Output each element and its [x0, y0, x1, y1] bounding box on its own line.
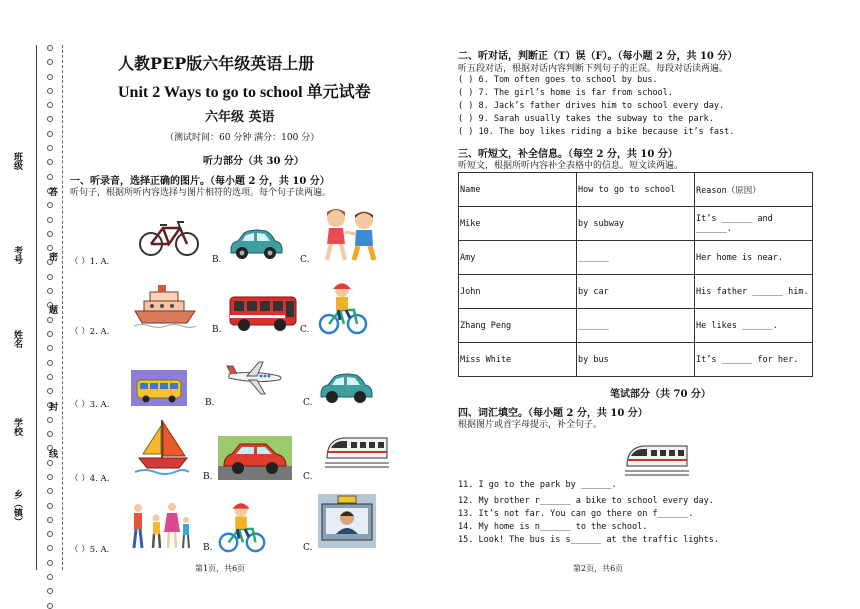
- fill-item-11: 11. I go to the park by ______.: [458, 480, 617, 490]
- question-5-label: （ ）5. A.: [70, 545, 110, 555]
- question-3-label: （ ）3. A.: [70, 400, 110, 410]
- tf-item-8: ( ) 8. Jack’s father drives him to school every day.: [458, 101, 725, 111]
- table-header-name: Name: [459, 173, 577, 207]
- binding-line-outer: [36, 45, 37, 570]
- section1-title: 一、听录音，选择正确的图片。（每小题 2 分，共 10 分）: [70, 176, 330, 187]
- tf-item-6: ( ) 6. Tom often goes to school by bus.: [458, 75, 658, 85]
- section1-instructions: 听句子，根据所听内容选择与图片相符的选项。每个句子读两遍。: [70, 188, 332, 198]
- section4-instructions: 根据图片或首字母提示，补全句子。: [458, 420, 603, 430]
- table-cell: He likes ______.: [695, 309, 813, 343]
- table-row: [459, 275, 813, 309]
- town-label: 乡（镇）: [12, 490, 22, 526]
- answer-char-5: 线: [49, 450, 59, 460]
- table-cell: by subway: [577, 207, 695, 241]
- table-cell: by car: [577, 275, 695, 309]
- table-cell: by bus: [577, 343, 695, 377]
- fill-item-14: 14. My home is n______ to the school.: [458, 522, 648, 532]
- table-cell: ______: [577, 309, 695, 343]
- answer-char-2: 密: [49, 253, 59, 263]
- bus-icon: [131, 370, 187, 406]
- question-1-option-b: B.: [212, 255, 222, 265]
- section2-instructions: 听五段对话，根据对话内容判断下列句子的正误。每段对话读两遍。: [458, 64, 729, 74]
- train-icon: [625, 440, 689, 478]
- table-row: [459, 241, 813, 275]
- question-4-option-b: B.: [203, 472, 213, 482]
- question-5-option-b: B.: [203, 543, 213, 553]
- question-3-option-c: C.: [303, 398, 313, 408]
- bus-icon: [228, 293, 298, 333]
- walking-kids-icon: [318, 206, 382, 264]
- table-cell: It’s ______ for her.: [695, 343, 813, 377]
- plane-icon: [225, 360, 285, 396]
- question-2-option-c: C.: [300, 325, 310, 335]
- class-label: 班级: [12, 152, 22, 170]
- fill-item-15: 15. Look! The bus is s______ at the traffic lights.: [458, 535, 719, 545]
- boy-on-bike-icon: [318, 280, 368, 336]
- taxi-driver-icon: [318, 494, 376, 548]
- ship-icon: [132, 283, 198, 329]
- test-info: （测试时间：60 分钟 满分：100 分）: [165, 133, 320, 143]
- answer-char-3: 题: [49, 306, 59, 316]
- table-header-reason: Reason（原因）: [695, 173, 813, 207]
- unit-title: Unit 2 Ways to go to school 单元试卷: [118, 84, 371, 101]
- question-5-option-c: C.: [303, 543, 313, 553]
- table-cell: Her home is near.: [695, 241, 813, 275]
- table-row: [459, 343, 813, 377]
- id-label: 考号: [12, 246, 22, 264]
- table-cell: ______: [577, 241, 695, 275]
- boy-on-bike-icon: [216, 500, 268, 554]
- table-header-how: How to go to school: [577, 173, 695, 207]
- fill-item-12: 12. My brother r______ a bike to school every day.: [458, 496, 714, 506]
- car-icon: [218, 436, 292, 480]
- name-label: 姓名: [12, 330, 22, 348]
- page-title: 人教PEP版六年级英语上册: [118, 54, 315, 73]
- answer-char-1: 答: [49, 188, 59, 198]
- car-icon: [228, 228, 284, 260]
- binding-line-inner: [62, 45, 63, 570]
- sailboat-icon: [133, 418, 191, 476]
- section4-title: 四、词汇填空。（每小题 2 分，共 10 分）: [458, 408, 648, 419]
- written-header: 笔试部分（共 70 分）: [610, 389, 711, 400]
- table-cell: Amy: [459, 241, 577, 275]
- table-cell: It’s ______ and ______.: [695, 207, 813, 241]
- question-4-label: （ ）4. A.: [70, 474, 110, 484]
- tf-item-10: ( ) 10. The boy likes riding a bike because it’s fast.: [458, 127, 735, 137]
- page-footer-left: 第1页，共6页: [195, 564, 246, 573]
- table-cell: Mike: [459, 207, 577, 241]
- grade-subject: 六年级 英语: [205, 110, 275, 125]
- question-4-option-c: C.: [303, 472, 313, 482]
- question-1-label: （ ）1. A.: [70, 257, 110, 267]
- table-cell: Zhang Peng: [459, 309, 577, 343]
- info-table: [458, 172, 813, 377]
- table-row: [459, 309, 813, 343]
- section2-title: 二、听对话，判断正（T）误（F）。（每小题 2 分，共 10 分）: [458, 51, 738, 62]
- family-walking-icon: [128, 502, 194, 552]
- question-1-option-c: C.: [300, 255, 310, 265]
- fill-item-13: 13. It’s not far. You can go there on f______.: [458, 509, 694, 519]
- tf-item-9: ( ) 9. Sarah usually takes the subway to the park.: [458, 114, 714, 124]
- section3-instructions: 听短文，根据所听内容补全表格中的信息。短文读两遍。: [458, 161, 684, 171]
- school-label: 学校: [12, 418, 22, 436]
- table-row: [459, 207, 813, 241]
- table-header-row: [459, 173, 813, 207]
- train-icon: [325, 432, 389, 470]
- question-2-option-b: B.: [212, 325, 222, 335]
- answer-char-4: 封: [49, 403, 59, 413]
- page-footer-right: 第2页，共6页: [573, 564, 624, 573]
- table-cell: John: [459, 275, 577, 309]
- table-cell: His father ______ him.: [695, 275, 813, 309]
- question-2-label: （ ）2. A.: [70, 327, 110, 337]
- section3-title: 三、听短文，补全信息。（每空 2 分，共 10 分）: [458, 149, 678, 160]
- car-icon: [318, 372, 374, 404]
- table-cell: Miss White: [459, 343, 577, 377]
- bicycle-icon: [138, 218, 200, 258]
- tf-item-7: ( ) 7. The girl’s home is far from school.: [458, 88, 673, 98]
- question-3-option-b: B.: [205, 398, 215, 408]
- listening-header: 听力部分（共 30 分）: [203, 156, 304, 167]
